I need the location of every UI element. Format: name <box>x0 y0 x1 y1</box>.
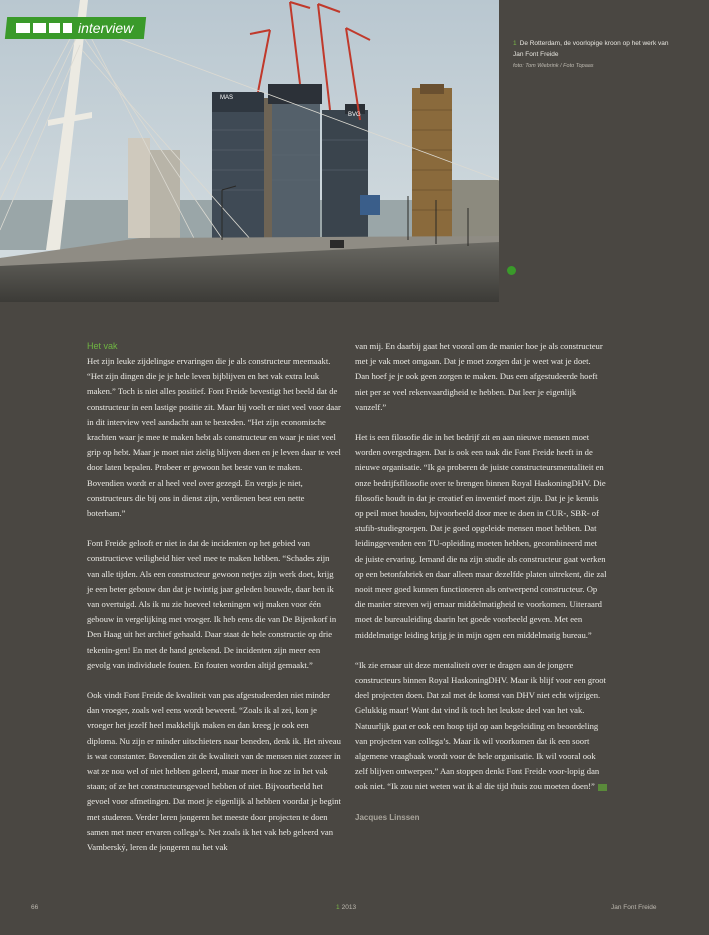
paragraph: van mij. En daarbij gaat het vooral om de manier hoe je als constructeur met je vak moet omgaan. Dat je moet zorgen dat je weet wat je doet. Dan hoef je je ook geen zorgen te maken. Dus een afgestudeerde hoeft niet per se veel rekenvaardigheid te hebben. Dat leer je eigenlijk vanzelf.” <box>355 341 603 412</box>
cover-photo <box>0 0 499 302</box>
paragraph: Font Freide gelooft er niet in dat de incidenten op het gebied van constructieve veiligheid hier veel mee te maken hebben. “Schades zijn van alle tijden. Als een constructeur gewoon netjes zijn werk doet, krijg je een beter gebouw dan dat je twintig jaar geleden bouwde, daar ben ik van overtuigd. Als ik nu zie hoeveel tekeningen wij maken voor één gebouw in vergelijking met vroeger. Ik heb eens die van De Bijenkorf in Den Haag uit het archief gehaald. Daar staat de hele constructie op drie tekenin-gen! En met de hand getekend. De incidenten zijn meer een gevolg van individuele fouten. En fouten worden altijd gemaakt.” <box>87 538 337 670</box>
caption-credit: foto: Tom Wiebrink / Foto Topaas <box>513 63 594 69</box>
article-column-2 <box>355 339 607 825</box>
issue-year: 2013 <box>341 904 357 911</box>
paragraph <box>355 658 607 795</box>
rotterdam-skyline-photo <box>0 0 499 302</box>
section-badge <box>5 17 146 39</box>
issue-info <box>336 904 356 911</box>
section-heading: Het vak <box>87 341 118 351</box>
building-sign-bvg: BVG <box>348 112 361 118</box>
caption-text: De Rotterdam, de voorlopige kroon op het werk van Jan Font Freide <box>513 40 669 58</box>
paragraph: Het is een filosofie die in het bedrijf zit en aan nieuwe mensen moet worden overgedragen. Dat is ook een taak die Font Freide heeft in de nieuwe organisatie. “Ik ga proberen de juiste constructeursmentaliteit en onze bedrijfsfilosofie over te brengen binnen Royal HaskoningDHV. Die filosofie houdt in dat je creatief en inventief moet zijn. Dat je je kennis op peil moet houden, bijvoorbeeld door mee te doen in CUR-, SBR- of stufib-studiegroepen. Dat je goed opgeleide mensen moet hebben. Dat leidinggevenden een TU-opleiding moeten hebben, gecombineerd met de juiste ervaring. Iemand die na zijn studie als constructeur gaat werken op een betonfabriek en daar alleen maar dezelfde platen uitrekent, die zal nooit meer goed kunnen functioneren als ontwerpend constructeur. Op die manier streven wij ernaar middelmatigheid te voorkomen. Uiteraard moet de bureauleiding daarin het goede voorbeeld geven. Met een middelmatige leiding krijg je in mijn ogen een middelmatig bureau.” <box>355 432 607 640</box>
end-mark-icon <box>598 784 607 791</box>
running-title: Jan Font Freide <box>611 904 657 911</box>
paragraph-text: “Ik zie ernaar uit deze mentaliteit over te dragen aan de jongere constructeurs binnen Royal HaskoningDHV. Maar ik blijf voor een groot deel projecten doen. Dat zal met de komst van DHV niet echt wijzigen. Gelukkig maar! Want dat vind ik toch het leukste deel van het vak. Natuurlijk gaat er ook een hoop tijd op aan begeleiding en beoordeling van projecten van collega’s. Maar ik wil voorkomen dat ik een soort algemene vraagbaak wordt voor de hele organisatie. Ik wil vooral ook zelf blijven ontwerpen.” Aan stoppen denkt Font Freide voor-lopig dan ook niet. “Ik zou niet weten wat ik al die tijd thuis zou moeten doen!” <box>355 659 606 792</box>
building-sign-mas: MAS <box>220 95 234 101</box>
magazine-logo-icon <box>16 23 72 33</box>
paragraph: Het zijn leuke zijdelingse ervaringen die je als constructeur meemaakt. “Het zijn dingen die je je hele leven bijblijven en het vak extra leuk maken.” Toch is niet alles positief. Font Freide bevestigt het beeld dat de constructeur in een lastige positie zit. Maar hij voelt er niet veel voor daar in dit interview veel aandacht aan te besteden. “Het zijn economische krachten waar je mee te maken hebt als constructeur en waar je niet veel grip op hebt. Maar je moet niet zielig blijven doen en je leven daar te veel door laten bepalen. Probeer er gewoon het beste van te maken. Bovendien wordt er al heel veel over gezegd. En vergis je niet, constructeurs die bij ons in dienst zijn, verdienen best een nette boterham.” <box>87 356 341 519</box>
section-label: interview <box>78 20 134 36</box>
photo-caption <box>513 38 673 72</box>
page-number: 66 <box>31 904 39 911</box>
photo-marker-icon <box>507 266 516 275</box>
issue-bar: 1 <box>336 904 340 911</box>
article-column-1 <box>87 339 341 870</box>
paragraph: Ook vindt Font Freide de kwaliteit van pas afgestudeerden niet minder dan vroeger, zoals wel eens wordt beweerd. “Zoals ik al zei, kon je vroeger het jezelf heel makkelijk maken en dan kreeg je ook een diploma. Nu zijn er minder uitschieters naar beneden, denk ik. Het niveau is wat constanter. Bovendien zit de kwaliteit van de mensen niet zozeer in wat ze nou wel of niet hebben geleerd, maar meer in hoe ze in het vak staan; of ze het constructeursgevoel hebben of niet. Bijvoorbeeld het gevoel voor afmetingen. Dat moet je eigenlijk al hebben voordat je begint met studeren. Verder leren jongeren het meeste door projecten te doen samen met meer ervaren collega’s. Net zoals ik het vak heb geleerd van Vamberský, leren de jongeren nu het vak <box>87 690 341 853</box>
caption-number: 1 <box>513 40 517 47</box>
author-name: Jacques Linssen <box>355 812 420 822</box>
